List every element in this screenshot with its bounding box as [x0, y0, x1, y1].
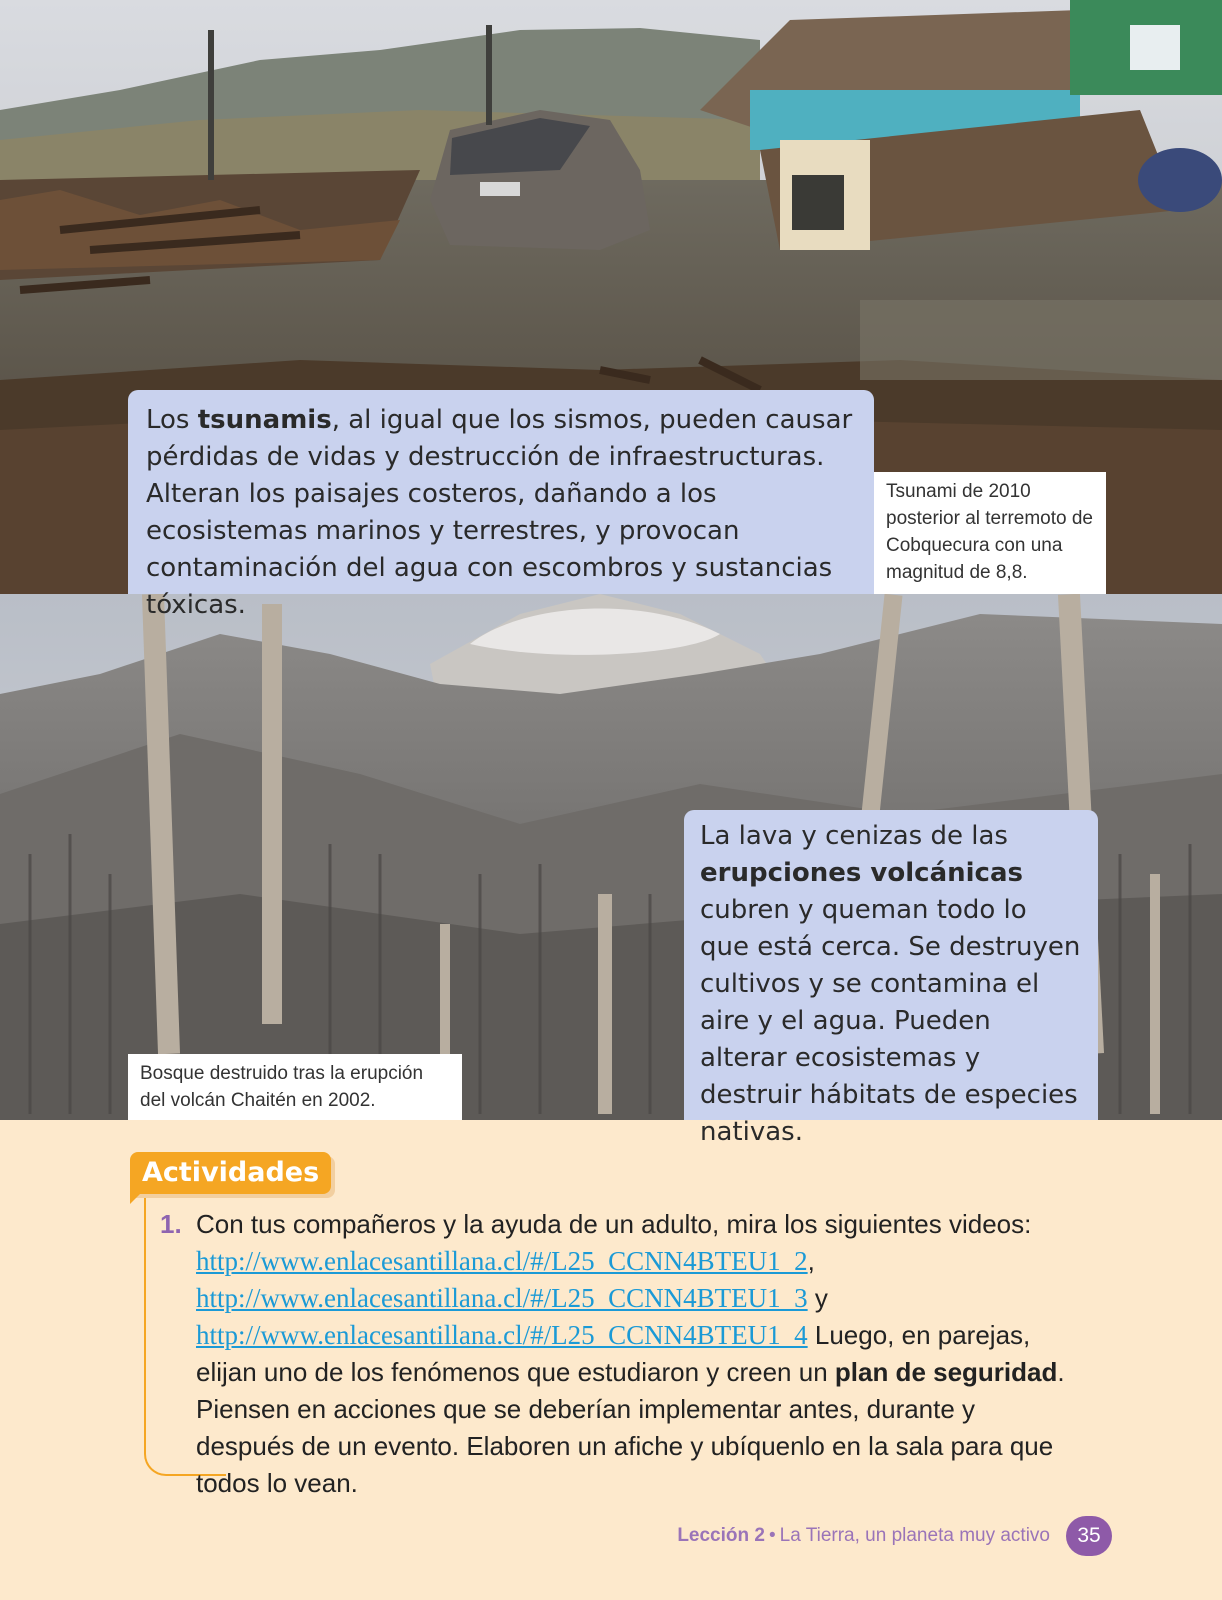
activity-item [160, 1206, 1080, 1502]
tsunami-info-box [128, 390, 874, 620]
tsunami-text-lead: Los [146, 405, 198, 435]
lesson-label: Lección 2 [677, 1525, 765, 1546]
activity-instructions: Luego, en parejas, elijan uno de los fenómenos que estudiaron y creen un [196, 1320, 1031, 1387]
volcano-info-box [684, 810, 1098, 1147]
volcano-text-lead: La lava y cenizas de las [700, 821, 1008, 851]
activity-intro: Con tus compañeros y la ayuda de un adulto, mira los siguientes videos: [196, 1209, 1032, 1239]
volcano-text-body: cubren y queman todo lo que está cerca. Se destruyen cultivos y se contamina el aire y el agua. Pueden alterar ecosistemas y destruir hábitats de especies nativas. [700, 895, 1081, 1147]
video-link-2[interactable]: http://www.enlacesantillana.cl/#/L25_CCNN4BTEU1_3 [196, 1283, 808, 1313]
activity-instructions-end: . Piensen en acciones que se deberían implementar antes, durante y después de un evento. Elaboren un afiche y ubíquenlo en la sala para que todos lo vean. [196, 1357, 1065, 1498]
safety-plan-keyword: plan de seguridad [834, 1357, 1058, 1387]
page-footer [677, 1516, 1112, 1556]
link-separator: , [807, 1246, 815, 1276]
tsunami-text-body: , al igual que los sismos, pueden causar pérdidas de vidas y destrucción de infraestructuras. Alteran los paisajes costeros, dañando a los ecosistemas marinos y terrestres, y provocan contaminación del agua con escombros y sustancias tóxicas. [146, 405, 853, 620]
link-separator: y [807, 1283, 828, 1313]
activities-heading: Actividades [130, 1152, 331, 1194]
tsunami-photo-caption: Tsunami de 2010 posterior al terremoto de Cobquecura con una magnitud de 8,8. [874, 472, 1106, 594]
activity-number: 1. [160, 1209, 182, 1239]
footer-separator: • [768, 1525, 776, 1546]
video-link-1[interactable]: http://www.enlacesantillana.cl/#/L25_CCNN4BTEU1_2 [196, 1246, 808, 1276]
page-number: 35 [1066, 1516, 1112, 1556]
volcano-keyword: erupciones volcánicas [700, 858, 1023, 888]
volcano-photo-caption: Bosque destruido tras la erupción del volcán Chaitén en 2002. [128, 1054, 462, 1120]
activity-text [196, 1206, 1080, 1502]
tsunami-keyword: tsunamis [197, 405, 332, 435]
video-link-3[interactable]: http://www.enlacesantillana.cl/#/L25_CCNN4BTEU1_4 [196, 1320, 808, 1350]
lesson-title: La Tierra, un planeta muy activo [779, 1525, 1050, 1546]
